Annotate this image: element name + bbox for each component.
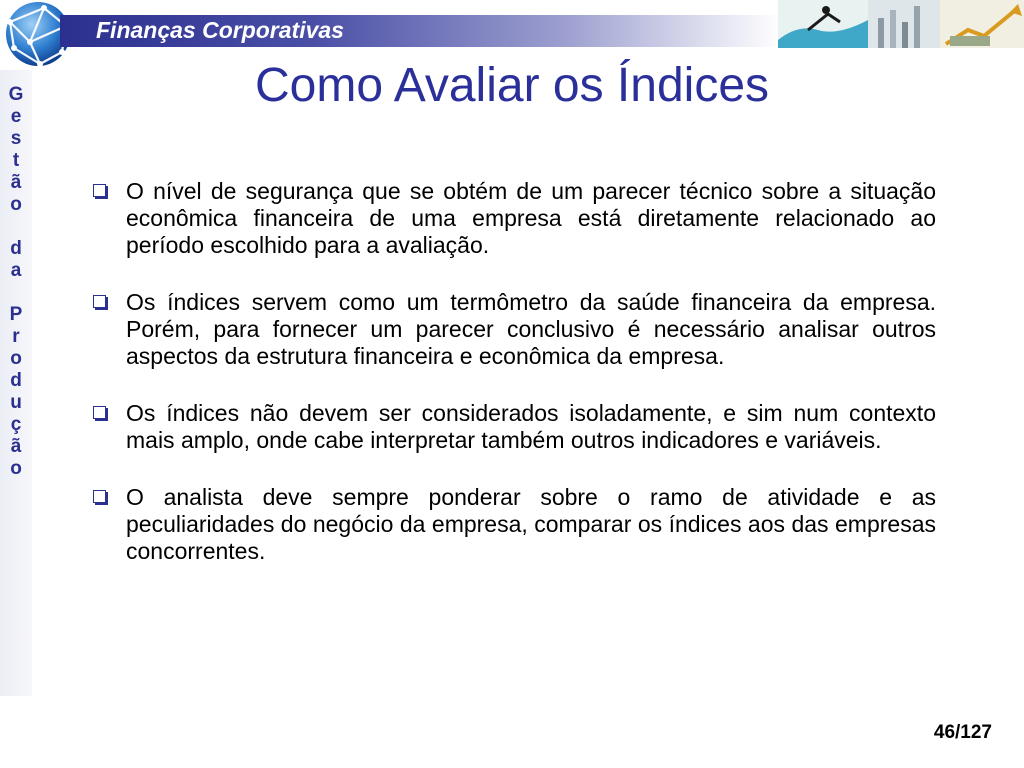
slide-title: Como Avaliar os Índices	[254, 59, 770, 112]
sidebar-letter: u	[10, 392, 22, 413]
sidebar-letter: e	[10, 106, 22, 127]
sidebar-letter: d	[10, 238, 22, 259]
square-bullet-icon	[93, 295, 106, 308]
bullet-item	[90, 400, 936, 454]
bullet-text: O nível de segurança que se obtém de um parecer técnico sobre a situação econômica financeira de uma empresa está diretamente relacionado ao período escolhido para a avaliação.	[126, 178, 936, 258]
square-bullet-icon	[93, 184, 106, 197]
bullet-item	[90, 289, 936, 370]
bullet-text: Os índices não devem ser considerados isoladamente, e sim num contexto mais amplo, onde cabe interpretar também outros indicadores e variáveis.	[126, 400, 936, 453]
sidebar-letter: o	[10, 194, 22, 215]
sidebar-letter: ç	[10, 414, 22, 435]
sidebar-letter: P	[9, 304, 23, 325]
bullet-item	[90, 178, 936, 259]
sidebar-letter: ã	[10, 172, 22, 193]
sidebar-letter: t	[12, 150, 20, 171]
bullet-item	[90, 484, 936, 565]
page-number: 46/127	[933, 722, 992, 743]
bullet-list	[90, 178, 936, 595]
sidebar-letter: a	[10, 260, 22, 281]
sidebar-letter: d	[10, 370, 22, 391]
sidebar-letter: s	[10, 128, 22, 149]
sidebar-letter: ã	[10, 436, 22, 457]
sidebar-letter: o	[10, 458, 22, 479]
bullet-text: O analista deve sempre ponderar sobre o ramo de atividade e as peculiaridades do negócio da empresa, comparar os índices aos das empresas concorrentes.	[126, 484, 936, 564]
bullet-text: Os índices servem como um termômetro da saúde financeira da empresa. Porém, para fornecer um parecer conclusivo é necessário analisar outros aspectos da estrutura financeira e econômica da empresa.	[126, 289, 936, 369]
square-bullet-icon	[93, 490, 106, 503]
sidebar-letter: o	[10, 348, 22, 369]
square-bullet-icon	[93, 406, 106, 419]
header-title: Finanças Corporativas	[96, 17, 344, 43]
sidebar-letter: G	[8, 84, 24, 105]
sidebar-vertical-label	[0, 70, 32, 696]
sidebar-letter: r	[12, 326, 20, 347]
header-collage-image	[778, 0, 1024, 48]
